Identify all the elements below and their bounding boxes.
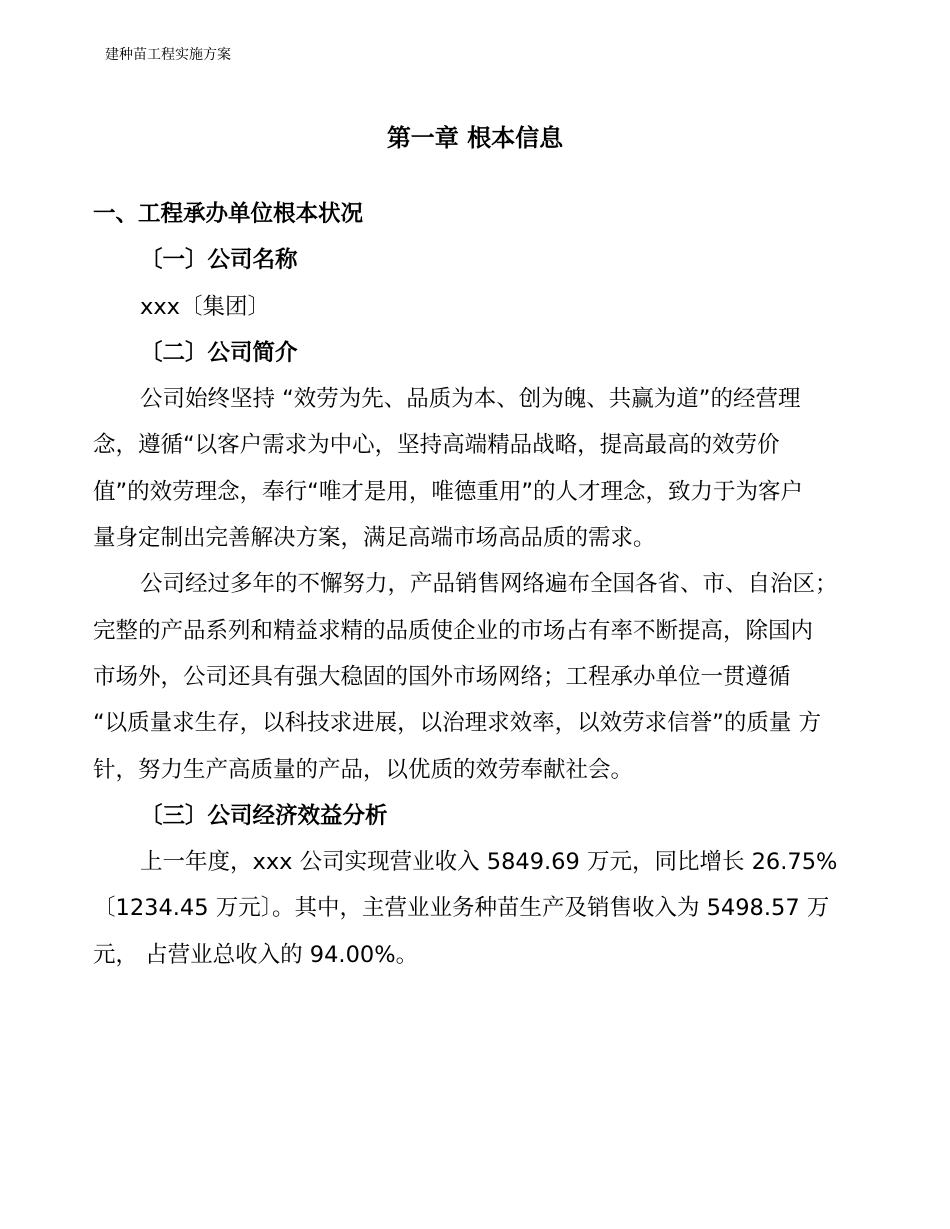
section-heading: 一、工程承办单位根本状况 — [93, 201, 364, 227]
paragraph-line: 〔1234.45 万元〕。其中，主营业业务种苗生产及销售收入为 5498.57 万 — [93, 895, 830, 922]
subsection-heading-company-name: 〔一〕公司名称 — [140, 247, 298, 274]
paragraph-line: “以质量求生存，以科技求进展，以治理求效率，以效劳求信誉”的质量 方 — [93, 710, 821, 737]
subsection-heading-economic-analysis: 〔三〕公司经济效益分析 — [140, 802, 388, 829]
subsection-heading-company-intro: 〔二〕公司简介 — [140, 339, 298, 366]
document-body — [93, 191, 873, 978]
paragraph-line: 量身定制出完善解决方案，满足高端市场高品质的需求。 — [93, 525, 656, 552]
paragraph-line: 元， 占营业总收入的 94.00%。 — [93, 941, 419, 968]
paragraph-line: 念，遵循“以客户需求为中心，坚持高端精品战略，提高最高的效劳价 — [93, 432, 780, 459]
paragraph-line: 完整的产品系列和精益求精的品质使企业的市场占有率不断提高，除国内 — [93, 617, 814, 644]
chapter-title: 第一章 根本信息 — [386, 124, 564, 152]
paragraph-line: 公司始终坚持 “效劳为先、品质为本、创为魄、共赢为道”的经营理 — [140, 386, 801, 413]
paragraph-line: 值”的效劳理念，奉行“唯才是用，唯德重用”的人才理念，致力于为客户 — [93, 478, 803, 505]
running-header: 建种苗工程实施方案 — [105, 47, 231, 63]
paragraph-line: 市场外，公司还具有强大稳固的国外市场网络；工程承办单位一贯遵循 — [93, 663, 791, 690]
company-name: xxx〔集团〕 — [140, 293, 270, 320]
paragraph-line: 公司经过多年的不懈努力，产品销售网络遍布全国各省、市、自治区； — [140, 571, 838, 598]
paragraph-line: 上一年度，xxx 公司实现营业收入 5849.69 万元，同比增长 26.75% — [140, 849, 838, 876]
paragraph-line: 针，努力生产高质量的产品，以优质的效劳奉献社会。 — [93, 756, 634, 783]
